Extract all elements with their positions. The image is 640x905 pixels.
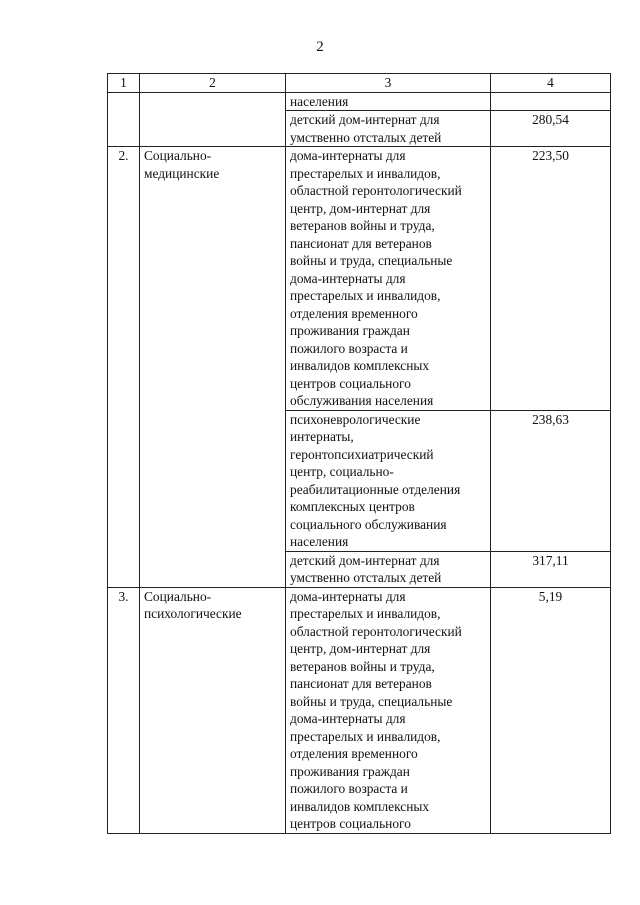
row-number: 3. <box>108 587 140 833</box>
row-number <box>108 92 140 147</box>
institution-line: интернаты, <box>290 429 354 444</box>
institution-line: дома-интернаты для <box>290 711 406 726</box>
category-line: Социально- <box>144 588 212 604</box>
institution-line: войны и труда, специальные <box>290 253 453 268</box>
header-cell-3: 3 <box>286 74 491 93</box>
institution-cell <box>286 410 491 551</box>
institution-line: центров социального <box>290 375 411 391</box>
institution-cell <box>286 587 491 833</box>
institution-line: центр, дом-интернат для <box>290 641 431 656</box>
institution-line: комплексных центров <box>290 499 415 514</box>
category-line: Социально- <box>144 148 212 163</box>
institution-line: инвалидов комплексных <box>290 798 430 814</box>
institution-cell <box>286 92 491 111</box>
institution-line: обслуживания населения <box>290 393 434 408</box>
table-row <box>108 147 611 411</box>
institution-line: населения <box>290 93 349 109</box>
table-row <box>108 587 611 833</box>
institution-line: проживания граждан <box>290 323 410 338</box>
institution-cell <box>286 147 491 411</box>
services-table <box>107 73 611 834</box>
value-cell: 280,54 <box>491 111 611 147</box>
category-line: медицинские <box>144 165 220 181</box>
table-row <box>108 92 611 111</box>
institution-line: детский дом-интернат для <box>290 112 440 127</box>
institution-line: населения <box>290 534 349 549</box>
institution-line: центров социального <box>290 816 411 831</box>
institution-line: пожилого возраста и <box>290 781 408 796</box>
table-header-row <box>108 74 611 93</box>
institution-line: социального обслуживания <box>290 516 447 532</box>
institution-line: реабилитационные отделения <box>290 481 461 497</box>
institution-line: умственно отсталых детей <box>290 129 442 145</box>
institution-line: центр, дом-интернат для <box>290 200 431 216</box>
header-cell-1: 1 <box>108 74 140 93</box>
value-cell: 238,63 <box>491 410 611 551</box>
value-cell: 5,19 <box>491 587 611 833</box>
category-cell <box>140 92 286 147</box>
institution-line: дома-интернаты для <box>290 270 406 286</box>
institution-line: ветеранов войны и труда, <box>290 218 435 233</box>
category-cell <box>140 147 286 588</box>
category-cell <box>140 587 286 833</box>
institution-line: ветеранов войны и труда, <box>290 658 435 674</box>
institution-line: престарелых и инвалидов, <box>290 288 441 303</box>
value-cell: 317,11 <box>491 551 611 587</box>
institution-line: дома-интернаты для <box>290 148 406 163</box>
institution-line: дома-интернаты для <box>290 588 406 604</box>
institution-line: областной геронтологический <box>290 183 462 198</box>
institution-line: престарелых и инвалидов, <box>290 165 441 181</box>
institution-line: инвалидов комплексных <box>290 358 430 373</box>
value-cell <box>491 92 611 111</box>
institution-line: пожилого возраста и <box>290 340 408 356</box>
institution-line: центр, социально- <box>290 464 394 479</box>
institution-line: пансионат для ветеранов <box>290 676 432 691</box>
institution-line: областной геронтологический <box>290 623 462 639</box>
institution-cell <box>286 551 491 587</box>
header-cell-2: 2 <box>140 74 286 93</box>
header-cell-4: 4 <box>491 74 611 93</box>
institution-line: проживания граждан <box>290 763 410 779</box>
page-number: 2 <box>316 39 324 55</box>
institution-cell <box>286 111 491 147</box>
institution-line: детский дом-интернат для <box>290 552 440 568</box>
institution-line: умственно отсталых детей <box>290 570 442 585</box>
institution-line: геронтопсихиатрический <box>290 446 434 462</box>
institution-line: войны и труда, специальные <box>290 693 453 709</box>
institution-line: отделения временного <box>290 305 418 321</box>
institution-line: престарелых и инвалидов, <box>290 728 441 744</box>
row-number: 2. <box>108 147 140 588</box>
category-line: психологические <box>144 606 242 621</box>
institution-line: отделения временного <box>290 746 418 761</box>
institution-line: престарелых и инвалидов, <box>290 606 441 621</box>
value-cell: 223,50 <box>491 147 611 411</box>
institution-line: пансионат для ветеранов <box>290 235 432 251</box>
institution-line: психоневрологические <box>290 411 421 427</box>
